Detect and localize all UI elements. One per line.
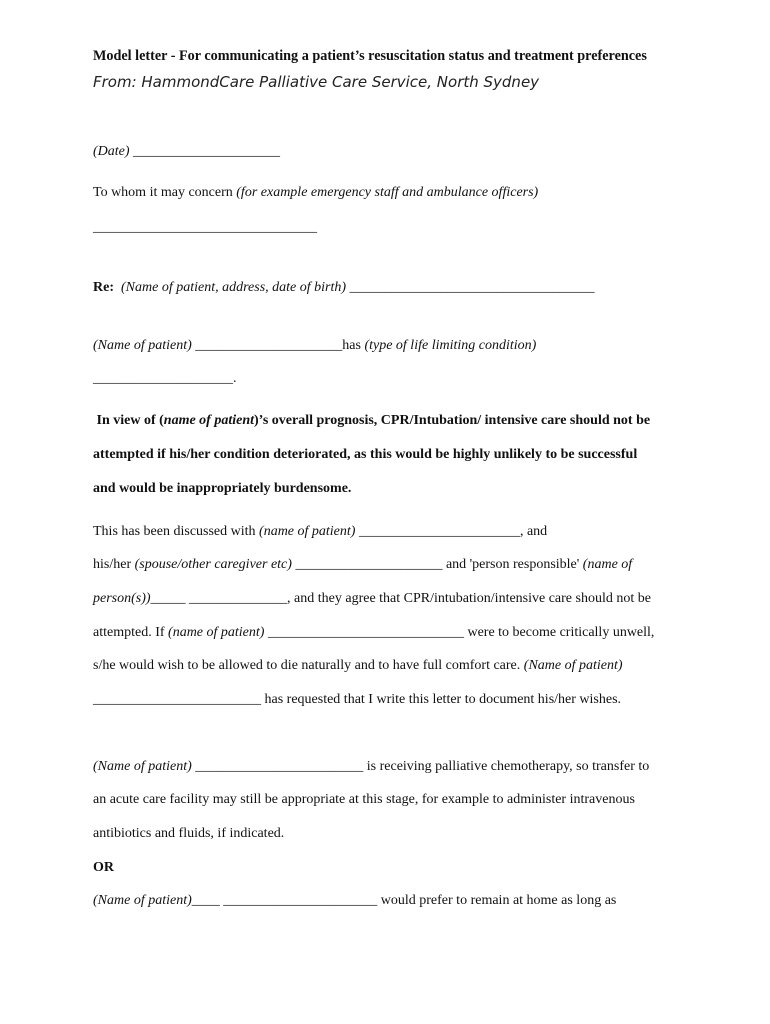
condition-patient: (Name of patient) (93, 338, 192, 353)
date-line (93, 144, 280, 160)
salutation-blank: ________________________________ (93, 220, 317, 235)
prognosis-prefix: In view of ( (93, 413, 164, 428)
chemo-line-1 (93, 759, 649, 775)
chemo-text: ________________________ is receiving palliative chemotherapy, so transfer to (191, 759, 650, 774)
re-line (93, 280, 595, 296)
condition-hint: (type of life limiting condition) (364, 338, 537, 353)
re-label: Re: (93, 280, 114, 295)
chemo-patient: (Name of patient) (93, 759, 192, 774)
date-blank: _____________________ (133, 144, 281, 159)
condition-line (93, 338, 536, 354)
date-label: (Date) (93, 144, 130, 159)
home-line (93, 893, 616, 909)
re-blank: ___________________________________ (349, 280, 595, 295)
discussed-suffix: _______________________, and (355, 524, 548, 539)
discussed-line-5 (93, 658, 623, 674)
discussed-comfort: s/he would wish to be allowed to die naturally and to have full comfort care. (93, 658, 524, 673)
discussed-persons: person(s)) (93, 591, 151, 606)
condition-blank-2: ____________________. (93, 371, 237, 386)
salutation-line (93, 185, 538, 201)
discussed-patient-3: (Name of patient) (523, 658, 623, 673)
discussed-prefix: This has been discussed with (93, 524, 260, 539)
discussed-attempted: attempted. If (93, 625, 169, 640)
discussed-line-2 (93, 557, 632, 573)
discussed-name-of: (name of (582, 557, 633, 572)
home-patient: (Name of patient) (93, 893, 192, 908)
discussed-agree: _____ ______________, and they agree that CPR/intubation/intensive care should not be (150, 591, 651, 606)
salutation-hint: (for example emergency staff and ambulance officers) (236, 185, 539, 200)
chemo-line-2: an acute care facility may still be appropriate at this stage, for example to administer intravenous (93, 792, 635, 807)
home-text: ____ ______________________ would prefer to remain at home as long as (191, 893, 617, 908)
condition-blank: _____________________ (195, 338, 343, 353)
discussed-line-4 (93, 625, 654, 641)
prognosis-line-3: and would be inappropriately burdensome. (93, 481, 352, 496)
discussed-unwell: ____________________________ were to become critically unwell, (264, 625, 655, 640)
letter-title: Model letter - For communicating a patient’s resuscitation status and treatment preferences (93, 48, 647, 64)
discussed-hisher: his/her (93, 557, 135, 572)
prognosis-line-1 (93, 413, 650, 429)
discussed-line-6: ________________________ has requested that I write this letter to document his/her wishes. (93, 692, 622, 707)
or-label: OR (93, 860, 114, 875)
prognosis-suffix: )’s overall prognosis, CPR/Intubation/ intensive care should not be (254, 413, 651, 428)
prognosis-line-2: attempted if his/her condition deteriorated, as this would be highly unlikely to be successful (93, 447, 638, 462)
letter-from: From: HammondCare Palliative Care Service, North Sydney (93, 73, 540, 91)
discussed-line-1 (93, 524, 547, 540)
discussed-patient-2: (name of patient) (168, 625, 265, 640)
discussed-patient: (name of patient) (259, 524, 356, 539)
salutation-text: To whom it may concern (93, 185, 237, 200)
discussed-spouse: (spouse/other caregiver etc) (134, 557, 292, 572)
condition-has: has (342, 338, 365, 353)
re-hint: (Name of patient, address, date of birth) (121, 280, 347, 295)
chemo-line-3: antibiotics and fluids, if indicated. (93, 826, 285, 841)
discussed-responsible: _____________________ and 'person responsible' (291, 557, 583, 572)
prognosis-patient: name of patient (163, 413, 255, 428)
discussed-line-3 (93, 591, 651, 607)
